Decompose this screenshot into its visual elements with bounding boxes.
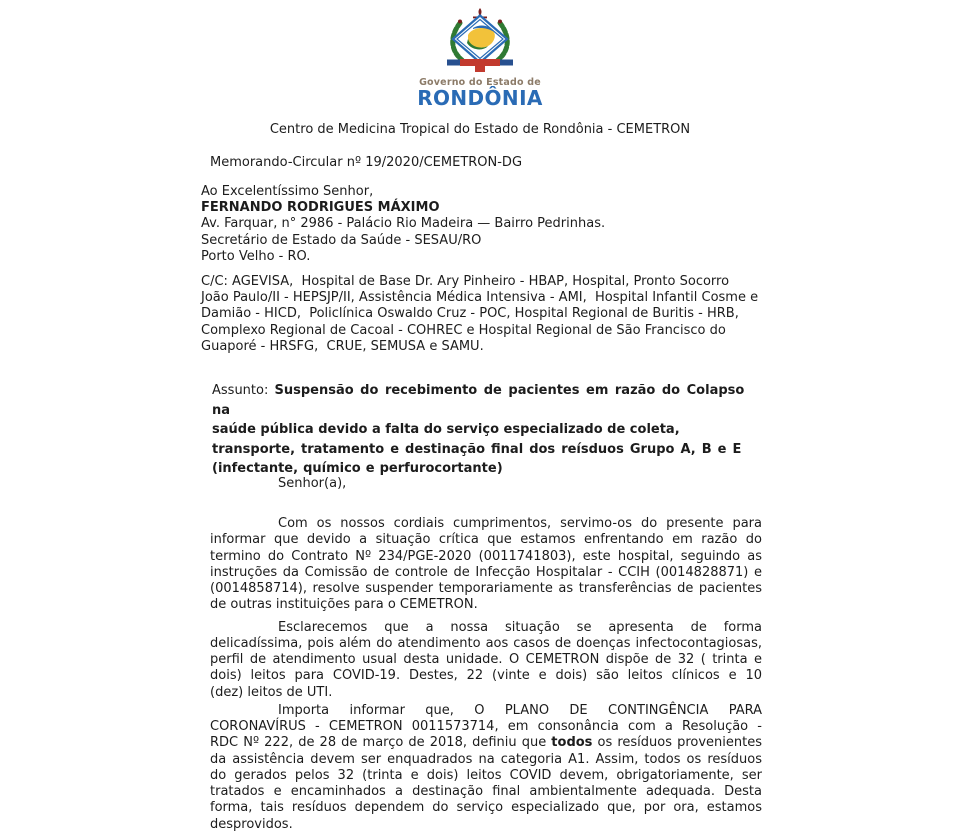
body-line: (0014858714), resolve suspender temporariamente as transferências de pacientes [210, 581, 762, 596]
body-line: desprovidos. [210, 816, 293, 832]
body-block [210, 516, 762, 833]
cc-line: C/C: AGEVISA, Hospital de Base Dr. Ary Pinheiro - HBAP, Hospital, Pronto Socorro [201, 274, 730, 289]
body-line: instruções da Comissão de controle de Infecção Hospitalar - CCIH (0014828871) e [210, 564, 762, 580]
body-line: (dez) leitos de UTI. [210, 684, 333, 700]
recipient-line: Ao Excelentíssimo Senhor, [201, 184, 374, 199]
subject-line: (infectante, químico e perfurocortante) [212, 461, 503, 477]
banner-icon [447, 59, 513, 72]
state-name: RONDÔNIA [417, 86, 543, 110]
recipient-line: Porto Velho - RO. [201, 248, 311, 264]
body-paragraph [210, 516, 762, 614]
body-line: tratados e encaminhados a destinação final ambientalmente adequada. Desta [210, 784, 762, 799]
subject-line: transporte, tratamento e destinação final dos reísduos Grupo A, B e E [212, 441, 742, 457]
recipient-line: Secretário de Estado da Saúde - SESAU/RO [201, 232, 482, 248]
body-line: Esclarecemos que a nossa situação se apresenta de forma [278, 619, 762, 635]
subject-text: Suspensão do recebimento de pacientes em razão do Colapso na [212, 383, 751, 418]
state-logo [0, 8, 960, 109]
subject-line [212, 381, 757, 420]
body-line: termino do Contrato Nº 234/PGE-2020 (0011741803), este hospital, seguindo as [210, 548, 762, 564]
subject-label: Assunto: [212, 383, 275, 398]
recipient-block [201, 184, 821, 265]
salutation: Senhor(a), [278, 476, 347, 491]
body-line: Importa informar que, O PLANO DE CONTINGÊNCIA PARA [278, 702, 762, 718]
cc-line: João Paulo/II - HEPSJP/II, Assistência Médica Intensiva - AMI, Hospital Infantil Cosme e [201, 290, 759, 306]
org-title: Centro de Medicina Tropical do Estado de Rondônia - CEMETRON [269, 122, 691, 137]
recipient-line: FERNANDO RODRIGUES MÁXIMO [201, 200, 440, 216]
recipient-line: Av. Farquar, n° 2986 - Palácio Rio Madeira — Bairro Pedrinhas. [201, 216, 606, 232]
body-line: CORONAVÍRUS - CEMETRON 0011573714, em consonância com a Resolução - [210, 719, 762, 734]
memo-number: Memorando-Circular nº 19/2020/CEMETRON-DG [210, 155, 523, 170]
body-line: de outras instituições para o CEMETRON. [210, 597, 478, 613]
body-line: do gerados pelos 32 (trinta e dois) leitos COVID devem, obrigatoriamente, ser [210, 767, 762, 783]
body-paragraph [210, 620, 762, 701]
body-line: dois) leitos para COVID-19. Destes, 22 (vinte e dois) são leitos clínicos e 10 [210, 668, 762, 684]
body-line: RDC Nº 222, de 28 de março de 2018, definiu que todos os resíduos provenientes [210, 735, 763, 751]
rondonia-coat-of-arms-icon [445, 8, 515, 74]
body-line: Com os nossos cordiais cumprimentos, servimo-os do presente para [278, 516, 762, 531]
body-line: da assistência devem ser enquadrados na categoria A1. Assim, todos os resíduos [210, 751, 762, 767]
body-line: delicadíssima, pois além do atendimento aos casos de doenças infectocontagiosas, [210, 635, 762, 651]
body-line: perfil de atendimento usual desta unidade. O CEMETRON dispõe de 32 ( trinta e [210, 652, 762, 667]
cc-line: Guaporé - HRSFG, CRUE, SEMUSA e SAMU. [201, 338, 484, 354]
body-paragraph [210, 703, 762, 833]
subject-block [212, 381, 757, 479]
cc-line: Complexo Regional de Cacoal - COHREC e Hospital Regional de São Francisco do [201, 322, 726, 338]
cc-line: Damião - HICD, Policlínica Oswaldo Cruz - POC, Hospital Regional de Buritis - HRB, [201, 306, 739, 322]
government-label: Governo do Estado de [419, 77, 541, 88]
body-line: informar que devido a situação crítica que estamos enfrentando em razão do [210, 532, 762, 548]
body-line: forma, tais resíduos dependem do serviço especializado que, por ora, estamos [210, 800, 762, 816]
subject-line: saúde pública devido a falta do serviço especializado de coleta, [212, 422, 680, 438]
cc-block [201, 274, 821, 355]
